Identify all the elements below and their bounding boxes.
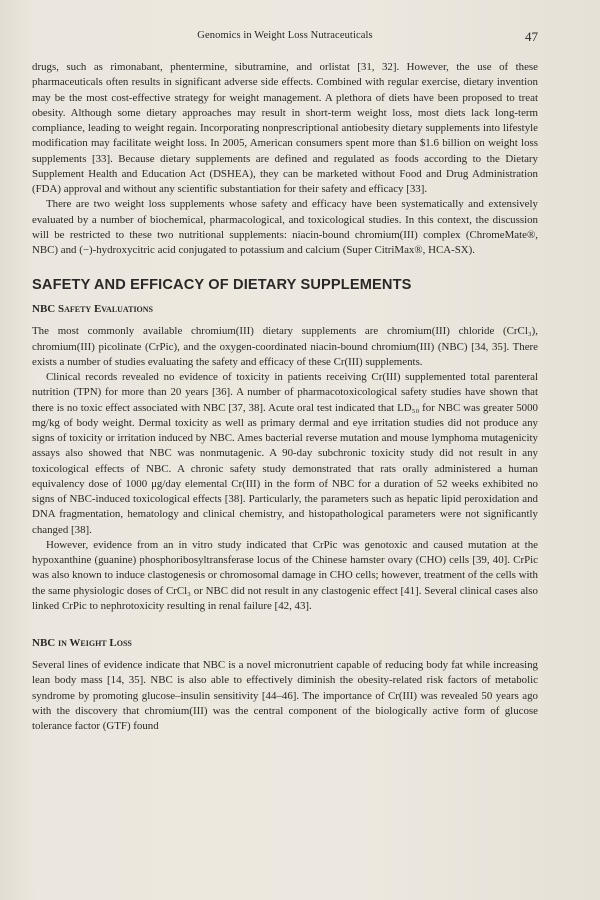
running-title: Genomics in Weight Loss Nutraceuticals [197, 30, 373, 41]
subsection-heading: NBC in Weight Loss [32, 637, 132, 649]
page-number: 47 [525, 29, 538, 44]
paragraph: The most commonly available chromium(III) dietary supplements are chromium(III) chloride (CrCl₃), chromium(III) picolinate (CrPic), and the oxygen-coordinated niacin-bound chromium(III) (NBC) [34, 35]. There exists a number of studies evaluating the safety and efficacy of these Cr(III) supplements. [32, 325, 538, 368]
paragraph: Several lines of evidence indicate that NBC is a novel micronutrient capable of reducing body fat while increasing lean body mass [14, 35]. NBC is also able to effectively diminish the obesity-related risk factors of metabolic syndrome by promoting glucose–insulin sensitivity [44–46]. The importance of Cr(III) was revealed 50 years ago with the discovery that chromium(III) was the central component of the biologically active form of glucose tolerance factor (GTF) found [32, 659, 538, 732]
section-heading: SAFETY AND EFFICACY OF DIETARY SUPPLEMENTS [32, 277, 412, 294]
running-header [32, 30, 538, 46]
paragraph: However, evidence from an in vitro study indicated that CrPic was genotoxic and caused mutation at the hypoxanthine (guanine) phosphoribosyltransferase locus of the Chinese hamster ovary (CHO) cells [39, 40]. CrPic was also known to induce clastogenesis or chromosomal damage in CHO cells; however, treatment of the cells with the same physiologic doses of CrCl₃ or NBC did not result in any clastogenic effect [41]. Several clinical cases also linked CrPic to nephrotoxicity resulting in renal failure [42, 43]. [32, 538, 538, 612]
paragraph: drugs, such as rimonabant, phentermine, sibutramine, and orlistat [31, 32]. However, the use of these pharmaceuticals often results in significant adverse side effects. Combined with regular exercise, dietary invention may be the most cost-effective strategy for weight management. A plethora of diets have been proposed to treat obesity. Although some dietary approaches may result in short-term weight loss, most diets lack long-term compliance, leading to weight regain. Incorporating nonprescriptional antiobesity dietary supplements into lifestyle modification may facilitate weight loss. In 2005, American consumers spent more than $1.6 billion on weight loss supplements [33]. Because dietary supplements are defined and regulated as foods according to the Dietary Supplement Health and Education Act (DSHEA), they can be marketed without Food and Drug Administration (FDA) approval and without any scientific substantiation for their safety and efficacy [33]. [32, 61, 538, 195]
paragraph: There are two weight loss supplements whose safety and efficacy have been systematically and extensively evaluated by a number of biochemical, pharmacological, and toxicological studies. In this context, the discussion will be restricted to these two nutritional supplements: niacin-bound chromium(III) complex (ChromeMate®, NBC) and (−)-hydroxycitric acid conjugated to potassium and calcium (Super CitriMax®, HCA-SX). [32, 198, 538, 256]
paragraph: Clinical records revealed no evidence of toxicity in patients receiving Cr(III) supplemented total parenteral nutrition (TPN) for more than 20 years [36]. A number of pharmacotoxicological safety studies have shown that there is no toxic effect associated with NBC [37, 38]. Acute oral test indicated that LD₅₀ for NBC was greater 5000 mg/kg of body weight. Dermal toxicity as well as primary dermal and eye irritation studies did not produce any signs of toxicity or irritation induced by NBC. Ames bacterial reverse mutation and mouse lymphoma mutagenicity assays also showed that NBC was nonmutagenic. A 90-day subchronic toxicity study did not result in any toxicological effects of NBC. A chronic safety study demonstrated that rats orally administered a human equivalency dose of 1000 μg/day elemental Cr(III) in the form of NBC for a duration of 52 weeks exhibited no signs of NBC-induced toxicological effects [38]. Particularly, the parameters such as hepatic lipid peroxidation and DNA fragmentation, hematology and clinical chemistry, and histopathological parameters were not significantly changed [38]. [32, 371, 538, 536]
subsection-heading: NBC Safety Evaluations [32, 303, 154, 316]
body-text [32, 60, 538, 734]
